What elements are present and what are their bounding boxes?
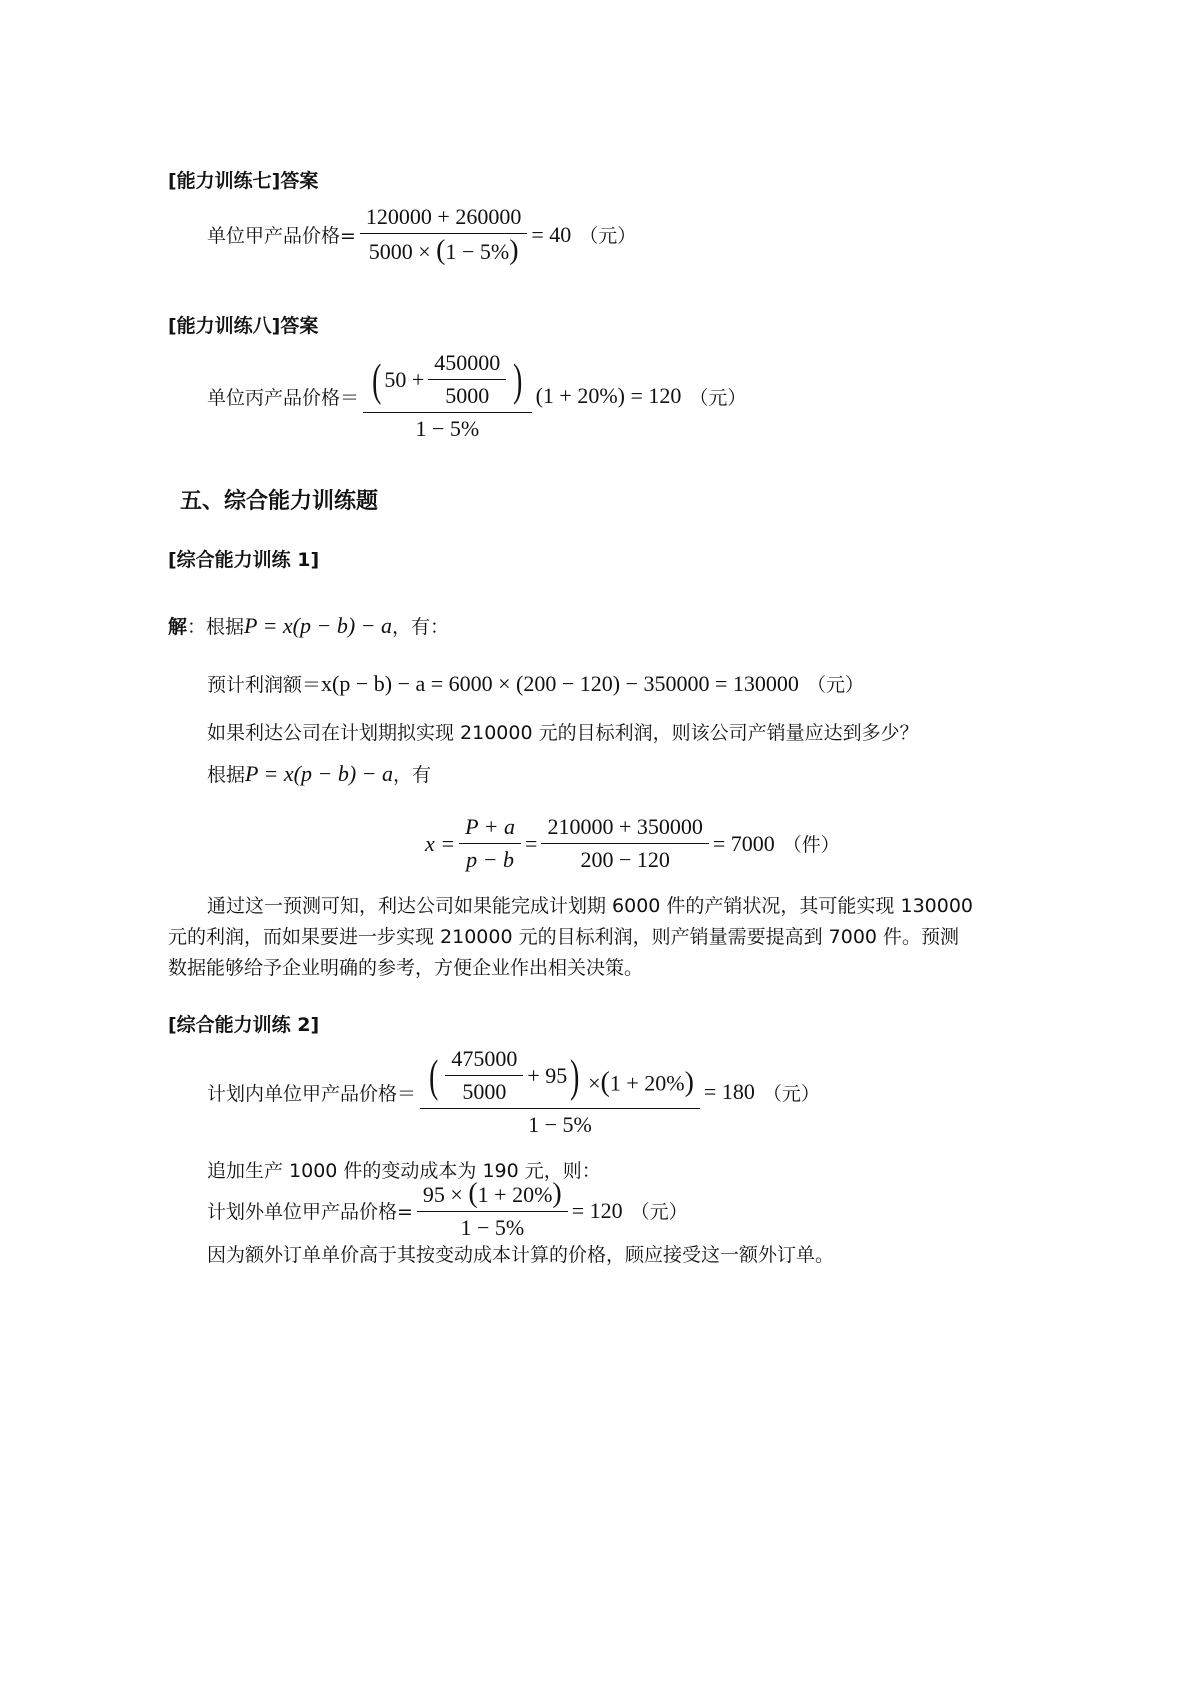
formula-result: (1 + 20%) = 120 (535, 383, 682, 408)
unit-label: （元） (689, 386, 747, 409)
inner-numerator: 450000 (428, 350, 506, 380)
formula-lhs: 单位甲产品价格= (207, 225, 356, 247)
fraction-numerator: 120000 + 260000 (360, 204, 527, 234)
addend: 50 + (384, 366, 425, 392)
times-sign: × (588, 1070, 601, 1096)
formula-result: = 120 (571, 1197, 623, 1223)
question-text: 如果利达公司在计划期拟实现 210000 元的目标利润，则该公司产销量应达到多少？ (207, 722, 919, 744)
heading-comprehensive-2: [综合能力训练 2] (168, 1014, 320, 1036)
according-line (207, 760, 431, 787)
addend: + 95 (527, 1062, 568, 1088)
outer-fraction (420, 1046, 700, 1138)
numeric-denominator: 200 − 120 (580, 847, 670, 872)
inner-denominator: 5000 (462, 1079, 507, 1104)
fraction-denominator: 5000 × (1 − 5%) (368, 235, 519, 266)
fraction (417, 1180, 568, 1241)
conclusion-line-3: 数据能够给予企业明确的参考，方便企业作出相关决策。 (168, 957, 644, 979)
symbolic-denominator: p − b (466, 847, 514, 872)
heading-training-8: [能力训练八]答案 (168, 315, 319, 337)
unit-label: （元） (762, 1082, 820, 1105)
denominator-factor: 5000 × (368, 239, 437, 264)
unit-label: （元） (806, 674, 864, 696)
outer-denominator: 1 − 5% (528, 1112, 592, 1137)
formula-result: = 180 (703, 1079, 755, 1104)
symbolic-fraction (459, 814, 521, 873)
formula-lhs: 计划外单位甲产品价格= (207, 1201, 413, 1223)
according-text-pre: 根据 (207, 764, 246, 786)
profit-formula: P = x(p − b) − a (245, 760, 394, 786)
conclusion-line-2: 元的利润，而如果要进一步实现 210000 元的目标利润，则产销量需要提高到 7000 件。预测 (168, 926, 960, 948)
numerator-factor: 95 × (422, 1182, 469, 1207)
outer-numerator: ( $\frac{475000}{5000}$ + 95 ) ×(1 + 20%) (420, 1046, 700, 1109)
fraction-denominator: 1 − 5% (460, 1215, 525, 1240)
formula-lhs: 单位丙产品价格＝ (207, 386, 360, 409)
formula-extra-price (207, 1180, 688, 1241)
unit-label: （元） (579, 225, 637, 247)
numeric-fraction (541, 814, 708, 873)
formula-result: = 7000 (712, 830, 775, 856)
formula-planned-price (207, 1046, 820, 1138)
according-text-post: ，有 (393, 764, 432, 786)
markup-factor: 1 + 20% (609, 1070, 685, 1096)
solution-text-pre: ：根据 (187, 616, 245, 638)
expected-profit-label: 预计利润额＝ (207, 674, 322, 696)
inner-fraction (445, 1046, 523, 1105)
symbolic-numerator: P + a (459, 814, 521, 844)
section-title: 五、综合能力训练题 (180, 489, 379, 514)
inner-numerator: 475000 (445, 1046, 523, 1076)
heading-comprehensive-1: [综合能力训练 1] (168, 549, 320, 571)
fraction (360, 204, 527, 265)
outer-fraction (363, 350, 532, 442)
outer-numerator: ( 50 + $\frac{450000}{5000}$ ) (363, 350, 532, 413)
conclusion-line-1: 通过这一预测可知，利达公司如果能完成计划期 6000 件的产销状况，其可能实现 130000 (207, 895, 974, 917)
profit-formula: P = x(p − b) − a (244, 612, 393, 638)
formula-result: = 40 (531, 221, 572, 247)
final-conclusion: 因为额外订单单价高于其按变动成本计算的价格，顾应接受这一额外订单。 (207, 1244, 835, 1266)
unit-label: （元） (630, 1201, 688, 1223)
additional-cost-text: 追加生产 1000 件的变动成本为 190 元，则： (207, 1160, 601, 1182)
inner-fraction (428, 350, 506, 409)
formula-training-8 (207, 350, 746, 442)
markup-factor: 1 + 20% (477, 1182, 553, 1207)
outer-denominator: 1 − 5% (415, 416, 480, 441)
numeric-numerator: 210000 + 350000 (541, 814, 708, 844)
formula-lhs: 计划内单位甲产品价格＝ (207, 1082, 417, 1105)
denominator-paren-content: 1 − 5% (445, 239, 510, 264)
inner-denominator: 5000 (445, 383, 490, 408)
x-equals: x = (425, 830, 456, 856)
expected-profit-formula: x(p − b) − a = 6000 × (200 − 120) − 350000 = 130000 (321, 670, 799, 696)
fraction-numerator: 95 × (1 + 20%) (417, 1180, 568, 1212)
unit-label: （件） (782, 834, 840, 856)
heading-training-7: [能力训练七]答案 (168, 170, 319, 192)
formula-training-7 (207, 204, 636, 265)
volume-formula: x = $\frac{P + a}{p - b}$ = $\frac{210000 + 350000}{200 - 120}$ = 7000 （件） (425, 814, 840, 872)
solution-text-post: ，有： (392, 616, 450, 638)
solution-line (168, 612, 449, 639)
expected-profit-line (207, 670, 864, 697)
solution-label: 解 (168, 616, 188, 638)
